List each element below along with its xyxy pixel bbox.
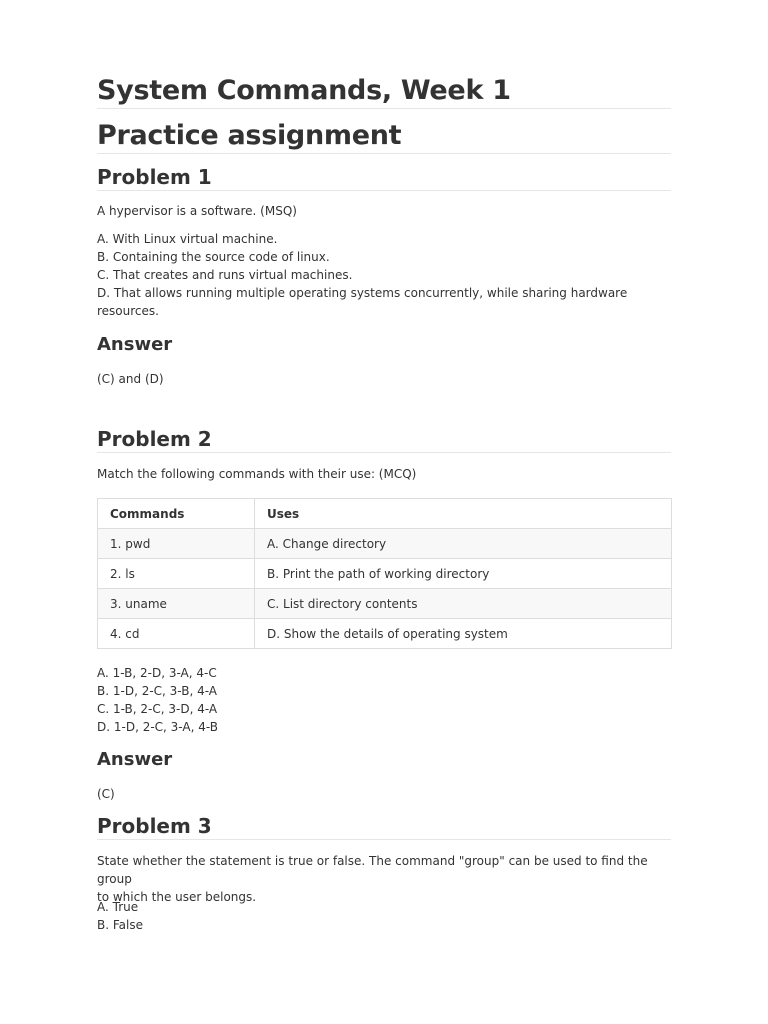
table-header-row	[98, 499, 672, 529]
option-d: D. That allows running multiple operating systems concurrently, while sharing hardware	[97, 286, 628, 300]
table-cell-use: C. List directory contents	[255, 589, 672, 619]
problem-2-question: Match the following commands with their use: (MCQ)	[97, 467, 417, 481]
table-header-commands: Commands	[98, 499, 255, 529]
table-cell-command: 1. pwd	[98, 529, 255, 559]
page-subtitle: Practice assignment	[97, 119, 671, 154]
option-a: A. 1-B, 2-D, 3-A, 4-C	[97, 666, 217, 680]
table-cell-command: 4. cd	[98, 619, 255, 649]
problem-1-answer-heading: Answer	[97, 334, 173, 355]
problem-2-answer: (C)	[97, 787, 115, 801]
table-cell-command: 2. ls	[98, 559, 255, 589]
problem-2-options	[97, 664, 671, 736]
option-c: C. That creates and runs virtual machines.	[97, 268, 353, 282]
option-c: C. 1-B, 2-C, 3-D, 4-A	[97, 702, 218, 716]
table-cell-use: D. Show the details of operating system	[255, 619, 672, 649]
option-b: B. 1-D, 2-C, 3-B, 4-A	[97, 684, 217, 698]
commands-table	[97, 498, 672, 649]
table-row	[98, 559, 672, 589]
problem-1-heading: Problem 1	[97, 164, 671, 191]
option-d: D. 1-D, 2-C, 3-A, 4-B	[97, 720, 218, 734]
table-cell-use: A. Change directory	[255, 529, 672, 559]
problem-1-question: A hypervisor is a software. (MSQ)	[97, 204, 297, 218]
problem-2-answer-heading: Answer	[97, 749, 173, 770]
question-line: to which the user belongs.	[97, 890, 257, 904]
page-title: System Commands, Week 1	[97, 74, 671, 109]
table-cell-command: 3. uname	[98, 589, 255, 619]
table-row	[98, 529, 672, 559]
problem-3-options	[97, 898, 671, 934]
option-d-continued: resources.	[97, 304, 159, 318]
option-b: B. False	[97, 918, 143, 932]
table-cell-use: B. Print the path of working directory	[255, 559, 672, 589]
option-b: B. Containing the source code of linux.	[97, 250, 330, 264]
problem-3-heading: Problem 3	[97, 813, 671, 840]
problem-1-answer: (C) and (D)	[97, 372, 164, 386]
table-row	[98, 619, 672, 649]
option-a: A. With Linux virtual machine.	[97, 232, 278, 246]
option-a: A. True	[97, 900, 139, 914]
question-line: State whether the statement is true or false. The command "group" can be used to find the group	[97, 854, 648, 886]
problem-2-heading: Problem 2	[97, 426, 671, 453]
problem-1-options	[97, 230, 671, 320]
table-header-uses: Uses	[255, 499, 672, 529]
table-row	[98, 589, 672, 619]
